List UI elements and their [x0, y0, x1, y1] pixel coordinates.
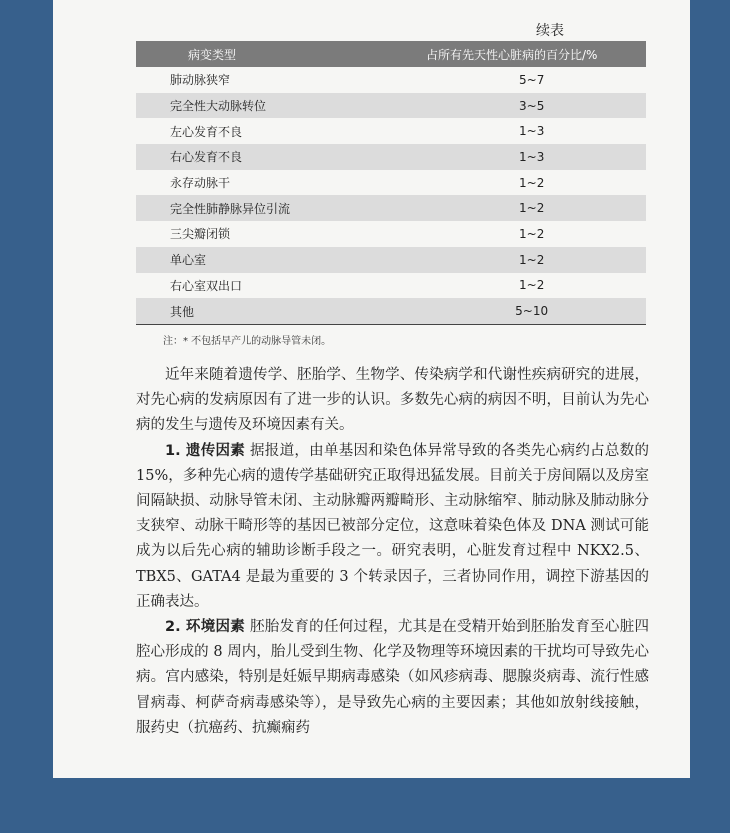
percentage-cell: 3~5 [377, 93, 646, 119]
percentage-cell: 1~3 [377, 144, 646, 170]
lesion-type-cell: 完全性肺静脉异位引流 [136, 195, 377, 221]
continued-label: 续表 [536, 23, 564, 39]
table-row [136, 170, 646, 196]
table-row [136, 273, 646, 299]
percentage-cell: 1~3 [519, 124, 545, 139]
section-heading: 2. 环境因素 [165, 619, 246, 636]
body-text [136, 363, 649, 741]
percentage-cell: 1~2 [377, 247, 646, 273]
intro-paragraph: 近年来随着遗传学、胚胎学、生物学、传染病学和代谢性疾病研究的进展，对先心病的发病原因有了进一步的认识。多数先心病的病因不明，目前认为先心病的发生与遗传及环境因素有关。 [136, 367, 649, 434]
chd-percentage-table [136, 41, 646, 325]
lesion-type-cell: 单心室 [136, 247, 377, 273]
table-row [136, 67, 646, 93]
lesion-type-cell: 右心发育不良 [136, 144, 377, 170]
header-lesion-type: 病变类型 [136, 41, 377, 67]
section-heading: 1. 遗传因素 [165, 442, 246, 459]
percentage-cell: 5~7 [519, 72, 545, 87]
lesion-type-cell: 三尖瓣闭锁 [170, 227, 231, 242]
table-row [136, 144, 646, 170]
table-row [136, 195, 646, 221]
table-row [136, 298, 646, 324]
table-row [136, 221, 646, 247]
table-footnote: 注：* 不包括早产儿的动脉导管未闭。 [163, 336, 332, 347]
header-percentage: 占所有先天性心脏病的百分比/% [377, 41, 646, 67]
genetic-factors-paragraph [136, 439, 649, 615]
lesion-type-cell: 完全性大动脉转位 [136, 93, 377, 119]
lesion-type-cell: 左心发育不良 [170, 124, 243, 139]
book-page [53, 0, 690, 778]
lesion-type-cell: 其他 [136, 298, 377, 324]
paragraph-text: 据报道，由单基因和染色体异常导致的各类先心病约占总数的 15%，多种先心病的遗传学基础研究正取得迅猛发展。目前关于房间隔以及房室间隔缺损、动脉导管未闭、主动脉瓣两瓣畸形、主动脉缩窄、肺动脉及肺动脉分支狭窄、动脉干畸形等的基因已被部分定位，这意味着染色体及 DNA 测试可能成为以后先心病的辅助诊断手段之一。研究表明，心脏发育过程中 NKX2.5、TBX5、GATA4 是最为重要的 3 个转录因子，三者协同作用，调控下游基因的正确表达。 [136, 442, 650, 610]
table-row [136, 247, 646, 273]
percentage-cell: 1~2 [519, 226, 545, 241]
lesion-type-cell: 永存动脉干 [170, 176, 231, 191]
environmental-factors-paragraph [136, 615, 649, 741]
table-row [136, 93, 646, 119]
percentage-cell: 1~2 [519, 278, 545, 293]
percentage-cell: 1~2 [519, 175, 545, 190]
lesion-type-cell: 右心室双出口 [170, 278, 243, 293]
percentage-cell: 5~10 [377, 298, 646, 324]
percentage-cell: 1~2 [377, 195, 646, 221]
table-header-row [136, 41, 646, 67]
lesion-type-cell: 肺动脉狭窄 [170, 73, 231, 88]
paragraph-text: 胚胎发育的任何过程，尤其是在受精开始到胚胎发育至心脏四腔心形成的 8 周内，胎儿受到生物、化学及物理等环境因素的干扰均可导致先心病。宫内感染，特别是妊娠早期病毒感染（如风疹病毒、腮腺炎病毒、流行性感冒病毒、柯萨奇病毒感染等），是导致先心病的主要因素；其他如放射线接触，服药史（抗癌药、抗癫痫药 [136, 619, 650, 736]
table-row [136, 118, 646, 144]
